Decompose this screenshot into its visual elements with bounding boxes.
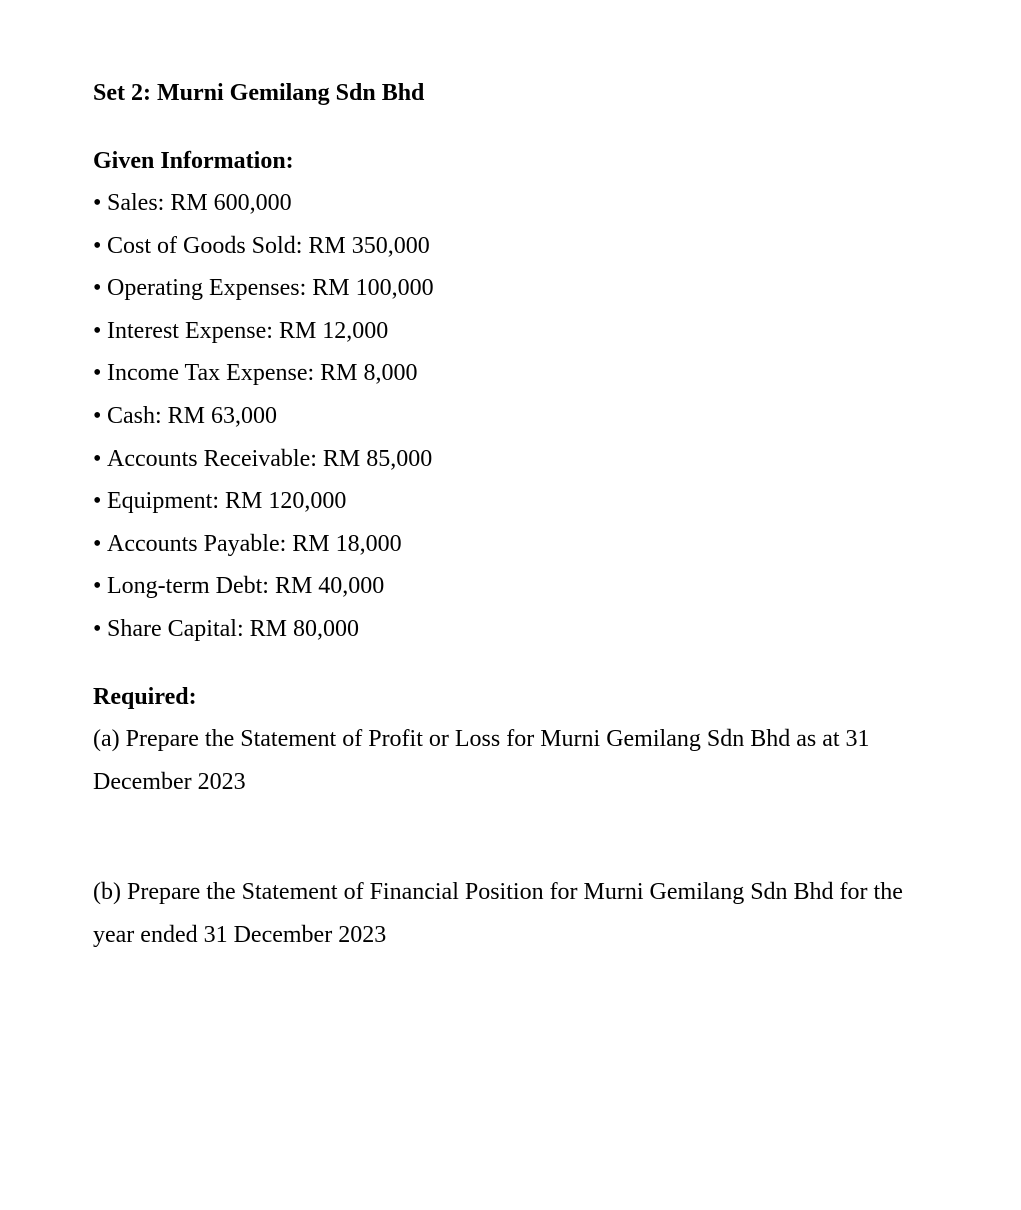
list-item: • Cash: RM 63,000 — [93, 402, 278, 429]
list-item: • Accounts Receivable: RM 85,000 — [93, 445, 433, 472]
list-item: • Cost of Goods Sold: RM 350,000 — [93, 232, 430, 259]
list-item: • Income Tax Expense: RM 8,000 — [93, 360, 418, 387]
bullet-icon: • — [93, 190, 102, 216]
required-heading: Required: — [93, 684, 197, 710]
required-part-b: (b) Prepare the Statement of Financial Position for Murni Gemilang Sdn Bhd for the year ended 31 December 2023 — [93, 879, 903, 948]
bullet-icon: • — [93, 615, 102, 642]
bullet-icon: • — [93, 360, 102, 387]
bullet-icon: • — [93, 488, 102, 515]
document-title: Set 2: Murni Gemilang Sdn Bhd — [93, 80, 425, 106]
bullet-icon: • — [93, 445, 102, 472]
bullet-icon: • — [93, 232, 102, 259]
given-information-heading: Given Information: — [93, 148, 294, 174]
list-item: • Long-term Debt: RM 40,000 — [93, 573, 385, 600]
required-part-a: (a) Prepare the Statement of Profit or Loss for Murni Gemilang Sdn Bhd as at 31 December 2023 — [93, 726, 870, 795]
bullet-icon: • — [93, 275, 102, 302]
bullet-icon: • — [93, 402, 102, 429]
bullet-icon: • — [93, 573, 102, 600]
bullet-icon: • — [93, 317, 102, 344]
list-item: • Interest Expense: RM 12,000 — [93, 317, 389, 344]
list-item: • Sales: RM 600,000 — [93, 190, 292, 216]
bullet-icon: • — [93, 530, 102, 557]
list-item: • Share Capital: RM 80,000 — [93, 615, 359, 642]
list-item: • Equipment: RM 120,000 — [93, 488, 347, 515]
list-item: • Accounts Payable: RM 18,000 — [93, 530, 402, 557]
given-information-list — [93, 188, 434, 657]
list-item: • Operating Expenses: RM 100,000 — [93, 275, 434, 302]
